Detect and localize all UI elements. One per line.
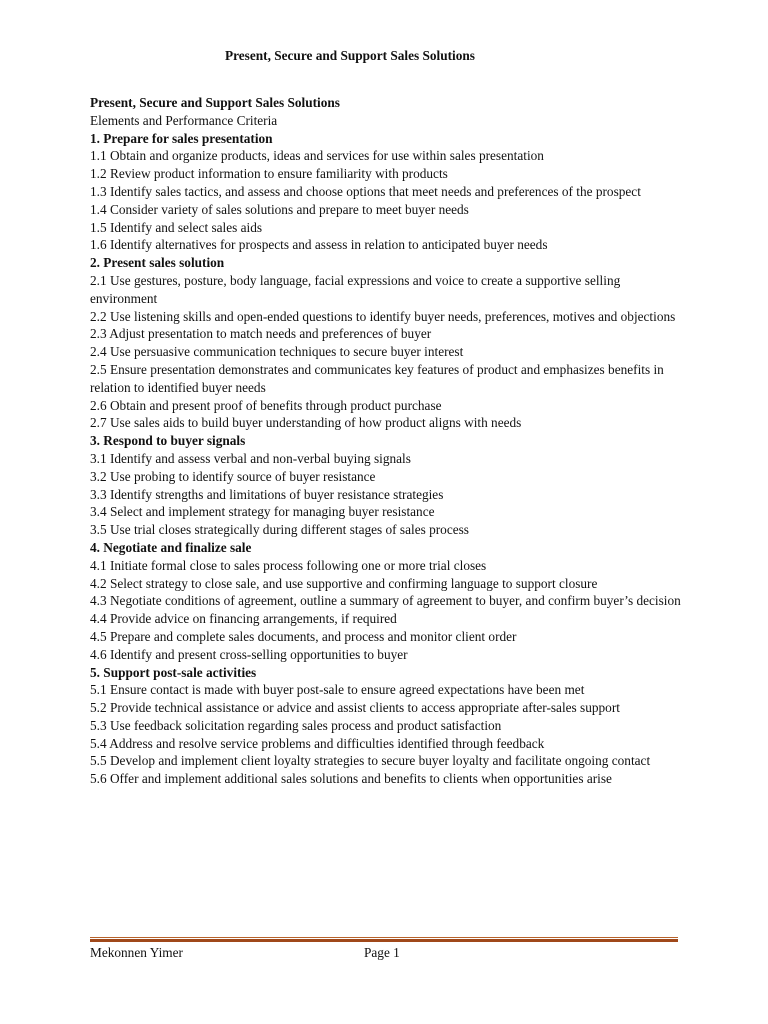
criteria-line: 5.6 Offer and implement additional sales solutions and benefits to clients when opportunities arise (90, 771, 612, 787)
footer-author: Mekonnen Yimer (90, 945, 183, 960)
document-body (90, 94, 686, 788)
section-heading: 5. Support post-sale activities (90, 664, 257, 680)
criteria-line: 4.1 Initiate formal close to sales process following one or more trial closes (90, 557, 487, 573)
criteria-line: 4.3 Negotiate conditions of agreement, outline a summary of agreement to buyer, and confirm buyer’s decision (90, 593, 681, 609)
criteria-line: 4.2 Select strategy to close sale, and use supportive and confirming language to support closure (90, 575, 598, 591)
criteria-line: 4.5 Prepare and complete sales documents, and process and monitor client order (90, 628, 517, 644)
criteria-line: 2.1 Use gestures, posture, body language, facial expressions and voice to create a supportive selling environment (90, 272, 621, 306)
footer-rule-thin (90, 937, 678, 938)
criteria-line: 5.3 Use feedback solicitation regarding sales process and product satisfaction (90, 717, 502, 733)
criteria-line: 5.5 Develop and implement client loyalty strategies to secure buyer loyalty and facilitate ongoing contact (90, 753, 651, 769)
criteria-line: 2.3 Adjust presentation to match needs and preferences of buyer (90, 326, 432, 342)
criteria-line: 2.5 Ensure presentation demonstrates and communicates key features of product and emphasizes benefits in relation to identified buyer needs (90, 361, 664, 395)
criteria-line: 1.3 Identify sales tactics, and assess and choose options that meet needs and preferences of the prospect (90, 183, 641, 199)
criteria-line: 1.5 Identify and select sales aids (90, 219, 263, 235)
footer-rule-thick (90, 939, 678, 942)
footer-rule (90, 937, 678, 943)
criteria-line: 2.4 Use persuasive communication techniques to secure buyer interest (90, 344, 464, 360)
criteria-line: 3.3 Identify strengths and limitations of buyer resistance strategies (90, 486, 444, 502)
section-heading: 4. Negotiate and finalize sale (90, 539, 252, 555)
section-heading: Present, Secure and Support Sales Solutions (90, 95, 340, 110)
criteria-line: 3.4 Select and implement strategy for managing buyer resistance (90, 504, 435, 520)
criteria-line: 5.4 Address and resolve service problems and difficulties identified through feedback (90, 735, 545, 751)
criteria-line: 1.1 Obtain and organize products, ideas and services for use within sales presentation (90, 148, 544, 164)
criteria-line: 3.2 Use probing to identify source of buyer resistance (90, 468, 376, 484)
criteria-line: 1.2 Review product information to ensure familiarity with products (90, 166, 448, 182)
criteria-line: 2.7 Use sales aids to build buyer understanding of how product aligns with needs (90, 415, 522, 431)
criteria-line: 1.6 Identify alternatives for prospects and assess in relation to anticipated buyer needs (90, 237, 548, 253)
footer-page-number: Page 1 (364, 945, 400, 960)
section-heading: 1. Prepare for sales presentation (90, 130, 273, 146)
criteria-line: 2.2 Use listening skills and open-ended questions to identify buyer needs, preferences, motives and objections (90, 308, 676, 324)
criteria-line: 5.2 Provide technical assistance or advice and assist clients to access appropriate after-sales support (90, 700, 620, 716)
criteria-line: Elements and Performance Criteria (90, 112, 278, 128)
section-heading: 3. Respond to buyer signals (90, 433, 246, 449)
criteria-line: 3.5 Use trial closes strategically during different stages of sales process (90, 522, 469, 538)
section-heading: 2. Present sales solution (90, 255, 225, 271)
criteria-line: 4.4 Provide advice on financing arrangements, if required (90, 611, 397, 627)
criteria-line: 4.6 Identify and present cross-selling opportunities to buyer (90, 646, 408, 662)
criteria-line: 5.1 Ensure contact is made with buyer post-sale to ensure agreed expectations have been met (90, 682, 585, 698)
criteria-line: 2.6 Obtain and present proof of benefits through product purchase (90, 397, 442, 413)
criteria-line: 1.4 Consider variety of sales solutions and prepare to meet buyer needs (90, 201, 469, 217)
page-header-title: Present, Secure and Support Sales Solutions (225, 48, 475, 63)
criteria-line: 3.1 Identify and assess verbal and non-verbal buying signals (90, 450, 411, 466)
